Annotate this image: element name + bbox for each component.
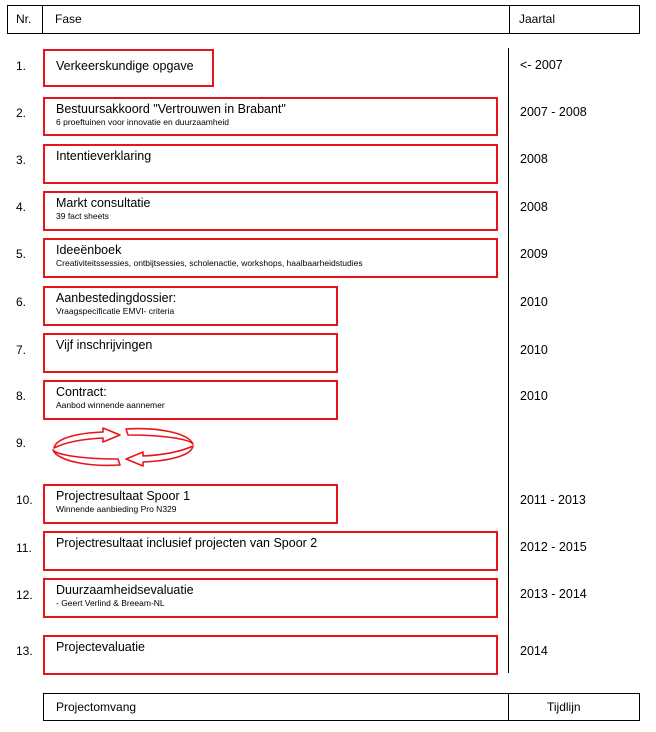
footer-tijdlijn: Tijdlijn [547,700,581,714]
footer-divider [508,694,509,720]
phase-number: 9. [16,436,27,450]
phase-title: Bestuursakkoord "Vertrouwen in Brabant" [56,102,286,116]
phase-number: 3. [16,153,27,167]
phase-year: 2010 [520,343,548,357]
phase-subtitle: 39 fact sheets [56,211,109,221]
phase-title: Ideeënboek [56,243,122,257]
phase-title: Aanbestedingdossier: [56,291,177,305]
phase-year: 2014 [520,644,548,658]
phase-number: 5. [16,247,27,261]
phase-subtitle: Vraagspecificatie EMVI- criteria [56,306,175,316]
timeline-line [508,48,509,673]
header-divider-2 [509,6,510,33]
phase-number: 2. [16,106,27,120]
phase-title: Projectevaluatie [56,640,145,654]
phase-year: <- 2007 [520,58,563,72]
cycle-arrows-icon [48,424,198,468]
phase-number: 6. [16,295,27,309]
phase-title: Projectresultaat Spoor 1 [56,489,191,503]
phase-box [43,635,498,675]
phase-subtitle: - Geert Verlind & Breeam-NL [56,598,165,608]
phase-box [43,333,338,373]
phase-subtitle: Winnende aanbieding Pro N329 [56,504,177,514]
phase-box [43,380,338,420]
phase-year: 2009 [520,247,548,261]
phase-number: 1. [16,59,27,73]
phase-title: Verkeerskundige opgave [56,59,194,73]
footer-row [43,693,640,721]
phase-number: 4. [16,200,27,214]
phase-subtitle: Aanbod winnende aannemer [56,400,165,410]
phase-year: 2008 [520,152,548,166]
header-divider-1 [42,6,43,33]
phase-year: 2008 [520,200,548,214]
phase-year: 2010 [520,295,548,309]
footer-projectomvang: Projectomvang [56,700,137,714]
phase-year: 2012 - 2015 [520,540,587,554]
phase-box [43,286,338,326]
phase-subtitle: 6 proeftuinen voor innovatie en duurzaamheid [56,117,229,127]
phase-box [43,484,338,524]
phase-number: 13. [16,644,33,658]
phase-title: Vijf inschrijvingen [56,338,153,352]
header-row [7,5,640,34]
phase-box [43,191,498,231]
phase-number: 7. [16,343,27,357]
phase-year: 2010 [520,389,548,403]
phase-number: 11. [16,541,32,555]
phase-box [43,49,214,87]
phase-title: Projectresultaat inclusief projecten van Spoor 2 [56,536,318,550]
phase-title: Intentieverklaring [56,149,152,163]
phase-box [43,578,498,618]
phase-box [43,144,498,184]
phase-year: 2013 - 2014 [520,587,587,601]
phase-box [43,97,498,136]
phase-title: Duurzaamheidsevaluatie [56,583,194,597]
header-nr: Nr. [16,12,32,26]
phase-number: 10. [16,493,33,507]
phase-title: Contract: [56,385,107,399]
phase-number: 8. [16,389,27,403]
phase-year: 2007 - 2008 [520,105,587,119]
header-fase: Fase [55,12,82,26]
phase-box [43,238,498,278]
phase-number: 12. [16,588,33,602]
phase-title: Markt consultatie [56,196,151,210]
phase-year: 2011 - 2013 [520,493,586,507]
phase-box [43,531,498,571]
phase-subtitle: Creativiteitssessies, ontbijtsessies, scholenactie, workshops, haalbaarheidstudies [56,258,363,268]
header-jaartal: Jaartal [519,12,556,26]
